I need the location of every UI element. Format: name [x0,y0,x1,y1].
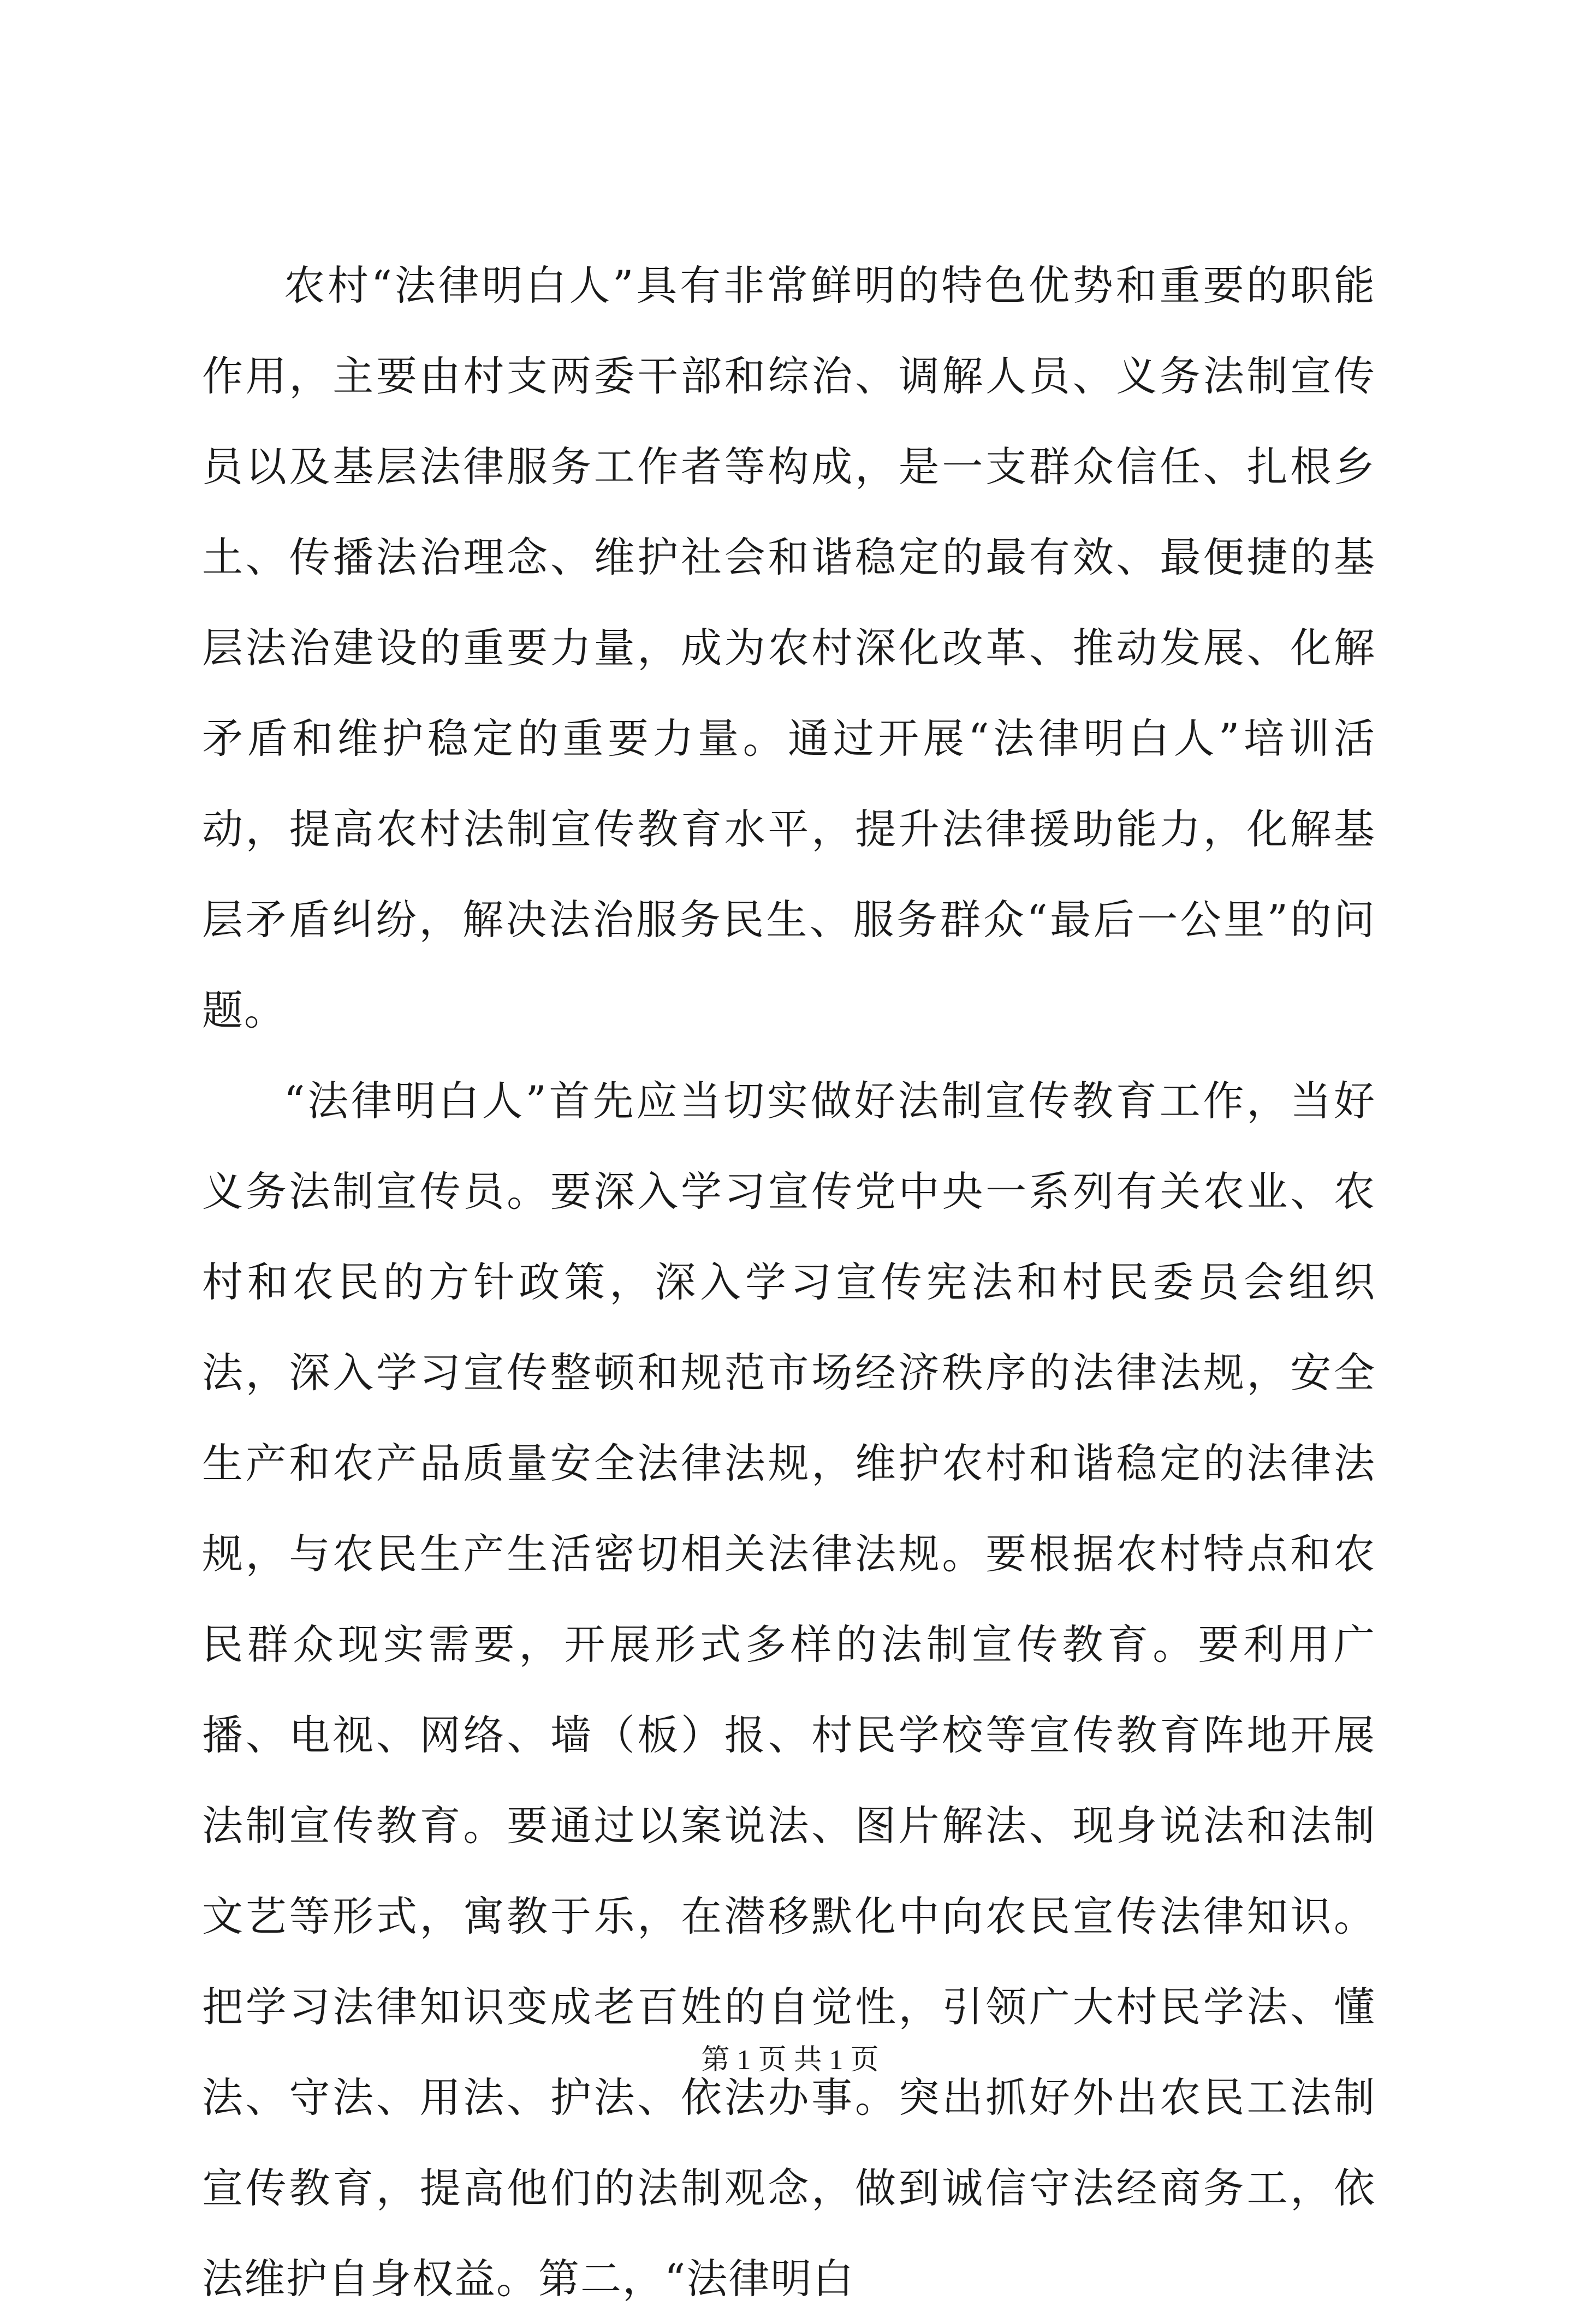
document-body [202,240,1376,2324]
page-footer: 第 1 页 共 1 页 [701,2045,879,2076]
paragraph-1: 农村“法律明白人”具有非常鲜明的特色优势和重要的职能作用，主要由村支两委干部和综治、调解人员、义务法制宣传员以及基层法律服务工作者等构成，是一支群众信任、扎根乡土、传播法治理念、维护社会和谐稳定的最有效、最便捷的基层法治建设的重要力量，成为农村深化改革、推动发展、化解矛盾和维护稳定的重要力量。通过开展“法律明白人”培训活动，提高农村法制宣传教育水平，提升法律援助能力，化解基层矛盾纠纷，解决法治服务民生、服务群众“最后一公里”的问题。 [202,261,1376,1034]
paragraph-2: “法律明白人”首先应当切实做好法制宣传教育工作，当好义务法制宣传员。要深入学习宣传党中央一系列有关农业、农村和农民的方针政策，深入学习宣传宪法和村民委员会组织法，深入学习宣传整顿和规范市场经济秩序的法律法规，安全生产和农产品质量安全法律法规，维护农村和谐稳定的法律法规，与农民生产生活密切相关法律法规。要根据农村特点和农民群众现实需要，开展形式多样的法制宣传教育。要利用广播、电视、网络、墙（板）报、村民学校等宣传教育阵地开展法制宣传教育。要通过以案说法、图片解法、现身说法和法制文艺等形式，寓教于乐，在潜移默化中向农民宣传法律知识。把学习法律知识变成老百姓的自觉性，引领广大村民学法、懂法、守法、用法、护法、依法办事。突出抓好外出农民工法制宣传教育，提高他们的法制观念，做到诚信守法经商务工，依法维护自身权益。第二，“法律明白 [202,1077,1376,2303]
